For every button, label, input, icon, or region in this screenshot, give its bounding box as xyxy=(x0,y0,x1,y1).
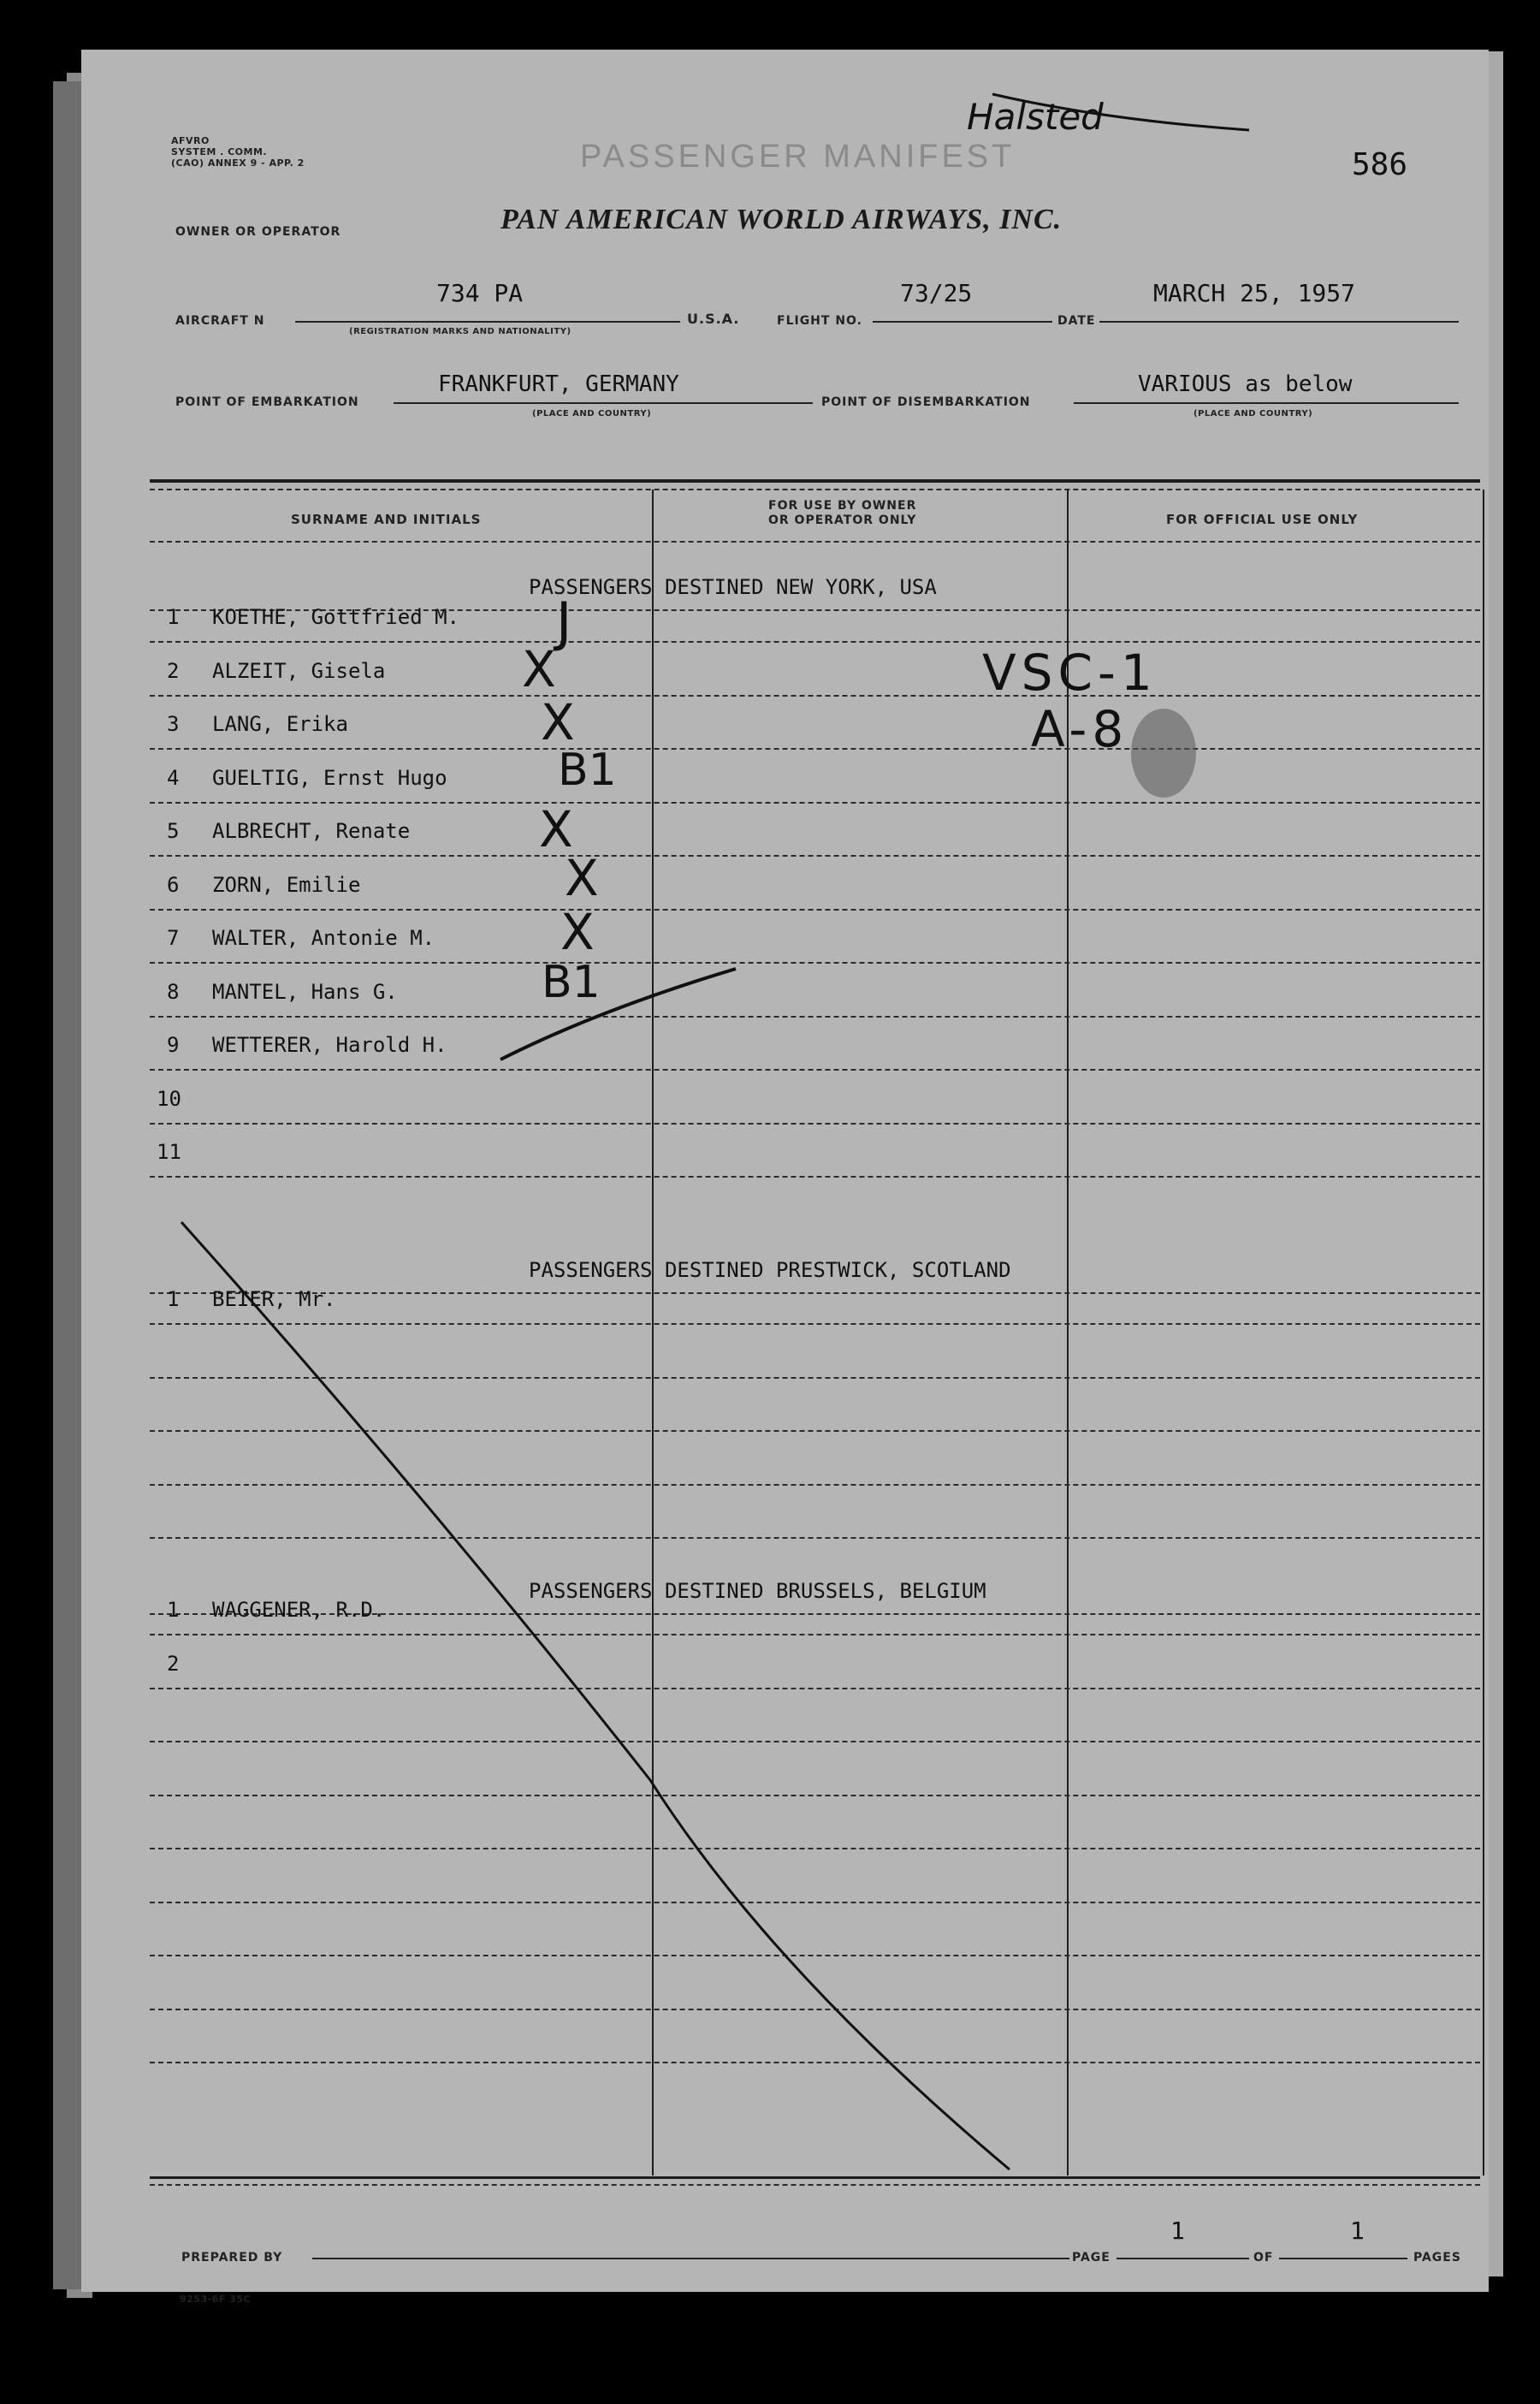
handwritten-mark: X xyxy=(560,903,595,961)
page-title: PASSENGER MANIFEST xyxy=(580,139,1016,175)
row-number: 1 xyxy=(167,1598,180,1622)
page-value: 1 xyxy=(1170,2217,1185,2245)
passenger-name: ZORN, Emilie xyxy=(212,872,361,897)
row-number: 2 xyxy=(167,658,180,683)
aircraft-label: AIRCRAFT N xyxy=(175,314,265,328)
date-label: DATE xyxy=(1057,314,1096,328)
pen-diagonal-stroke xyxy=(181,1222,1010,2170)
row-number: 3 xyxy=(167,712,180,736)
handwritten-mark: B1 xyxy=(558,745,617,796)
passenger-name: MANTEL, Hans G. xyxy=(212,979,398,1004)
column-header-official: FOR OFFICIAL USE ONLY xyxy=(1166,512,1359,527)
row-number: 7 xyxy=(167,926,180,950)
handwritten-mark: J xyxy=(556,591,572,653)
crossed-out-name: Halsted xyxy=(967,96,1104,138)
passenger-name: WETTERER, Harold H. xyxy=(212,1033,447,1057)
section-heading: PASSENGERS DESTINED PRESTWICK, SCOTLAND xyxy=(529,1258,1011,1282)
row-number: 1 xyxy=(167,1287,180,1311)
passenger-name: ALZEIT, Gisela xyxy=(212,658,386,683)
embarkation-place: FRANKFURT, GERMANY xyxy=(438,371,679,397)
row-number: 1 xyxy=(167,605,180,629)
official-note: VSC-1 xyxy=(982,644,1158,702)
official-note: A-8 xyxy=(1031,700,1129,758)
owner-label: OWNER OR OPERATOR xyxy=(175,225,341,239)
flight-label: FLIGHT NO. xyxy=(777,314,862,328)
column-header-surname: SURNAME AND INITIALS xyxy=(291,512,482,527)
row-number: 8 xyxy=(167,979,180,1004)
handwritten-mark: X xyxy=(565,849,599,907)
operator-name: PAN AMERICAN WORLD AIRWAYS, INC. xyxy=(500,204,1063,235)
handwritten-mark: B1 xyxy=(542,957,601,1008)
form-print-code: 9253-6F 35C xyxy=(180,2294,252,2305)
pages-label: PAGES xyxy=(1413,2251,1461,2265)
embarkation-label: POINT OF EMBARKATION xyxy=(175,395,359,409)
section-heading: PASSENGERS DESTINED NEW YORK, USA xyxy=(529,575,937,599)
handwritten-mark: X xyxy=(541,693,575,751)
of-label: OF xyxy=(1253,2251,1274,2265)
pen-strikeout-stroke xyxy=(992,94,1249,130)
aircraft-number: 734 PA xyxy=(436,279,524,307)
manifest-number: 586 xyxy=(1352,147,1408,182)
column-header-owner-line: FOR USE BY OWNER xyxy=(768,499,917,513)
prepared-by-label: PREPARED BY xyxy=(181,2251,283,2265)
aircraft-caption: (REGISTRATION MARKS AND NATIONALITY) xyxy=(349,327,572,336)
form-code-line: (CAO) ANNEX 9 - APP. 2 xyxy=(171,157,305,169)
passenger-name: BEIER, Mr. xyxy=(212,1287,336,1311)
passenger-name: KOETHE, Gottfried M. xyxy=(212,605,459,629)
passenger-name: WAGGENER, R.D. xyxy=(212,1598,386,1622)
passenger-name: ALBRECHT, Renate xyxy=(212,819,411,843)
row-number: 4 xyxy=(167,765,180,790)
handwritten-mark: X xyxy=(539,800,573,858)
handwritten-mark: X xyxy=(522,640,556,698)
ink-smudge xyxy=(1131,709,1196,798)
form-code-line: AFVRO xyxy=(171,135,210,146)
disembarkation-place: VARIOUS as below xyxy=(1138,371,1353,397)
section-heading: PASSENGERS DESTINED BRUSSELS, BELGIUM xyxy=(529,1579,986,1603)
row-number: 5 xyxy=(167,819,180,843)
page-label: PAGE xyxy=(1072,2251,1111,2265)
passenger-name: LANG, Erika xyxy=(212,712,348,736)
row-number: 2 xyxy=(167,1651,180,1676)
of-value: 1 xyxy=(1350,2217,1365,2245)
disembarkation-caption: (PLACE AND COUNTRY) xyxy=(1194,409,1313,418)
row-number: 6 xyxy=(167,872,180,897)
pen-check-stroke xyxy=(500,969,736,1060)
disembarkation-label: POINT OF DISEMBARKATION xyxy=(821,395,1031,409)
row-number: 9 xyxy=(167,1033,180,1057)
embarkation-caption: (PLACE AND COUNTRY) xyxy=(532,409,652,418)
column-header-owner-line: OR OPERATOR ONLY xyxy=(768,513,917,527)
form-code-line: SYSTEM . COMM. xyxy=(171,146,268,157)
flight-date: MARCH 25, 1957 xyxy=(1153,279,1356,307)
passenger-name: GUELTIG, Ernst Hugo xyxy=(212,765,447,790)
row-number: 10 xyxy=(157,1086,181,1111)
usa-label: U.S.A. xyxy=(687,311,740,327)
row-number: 11 xyxy=(157,1140,181,1164)
flight-number: 73/25 xyxy=(900,279,973,307)
passenger-name: WALTER, Antonie M. xyxy=(212,926,435,950)
